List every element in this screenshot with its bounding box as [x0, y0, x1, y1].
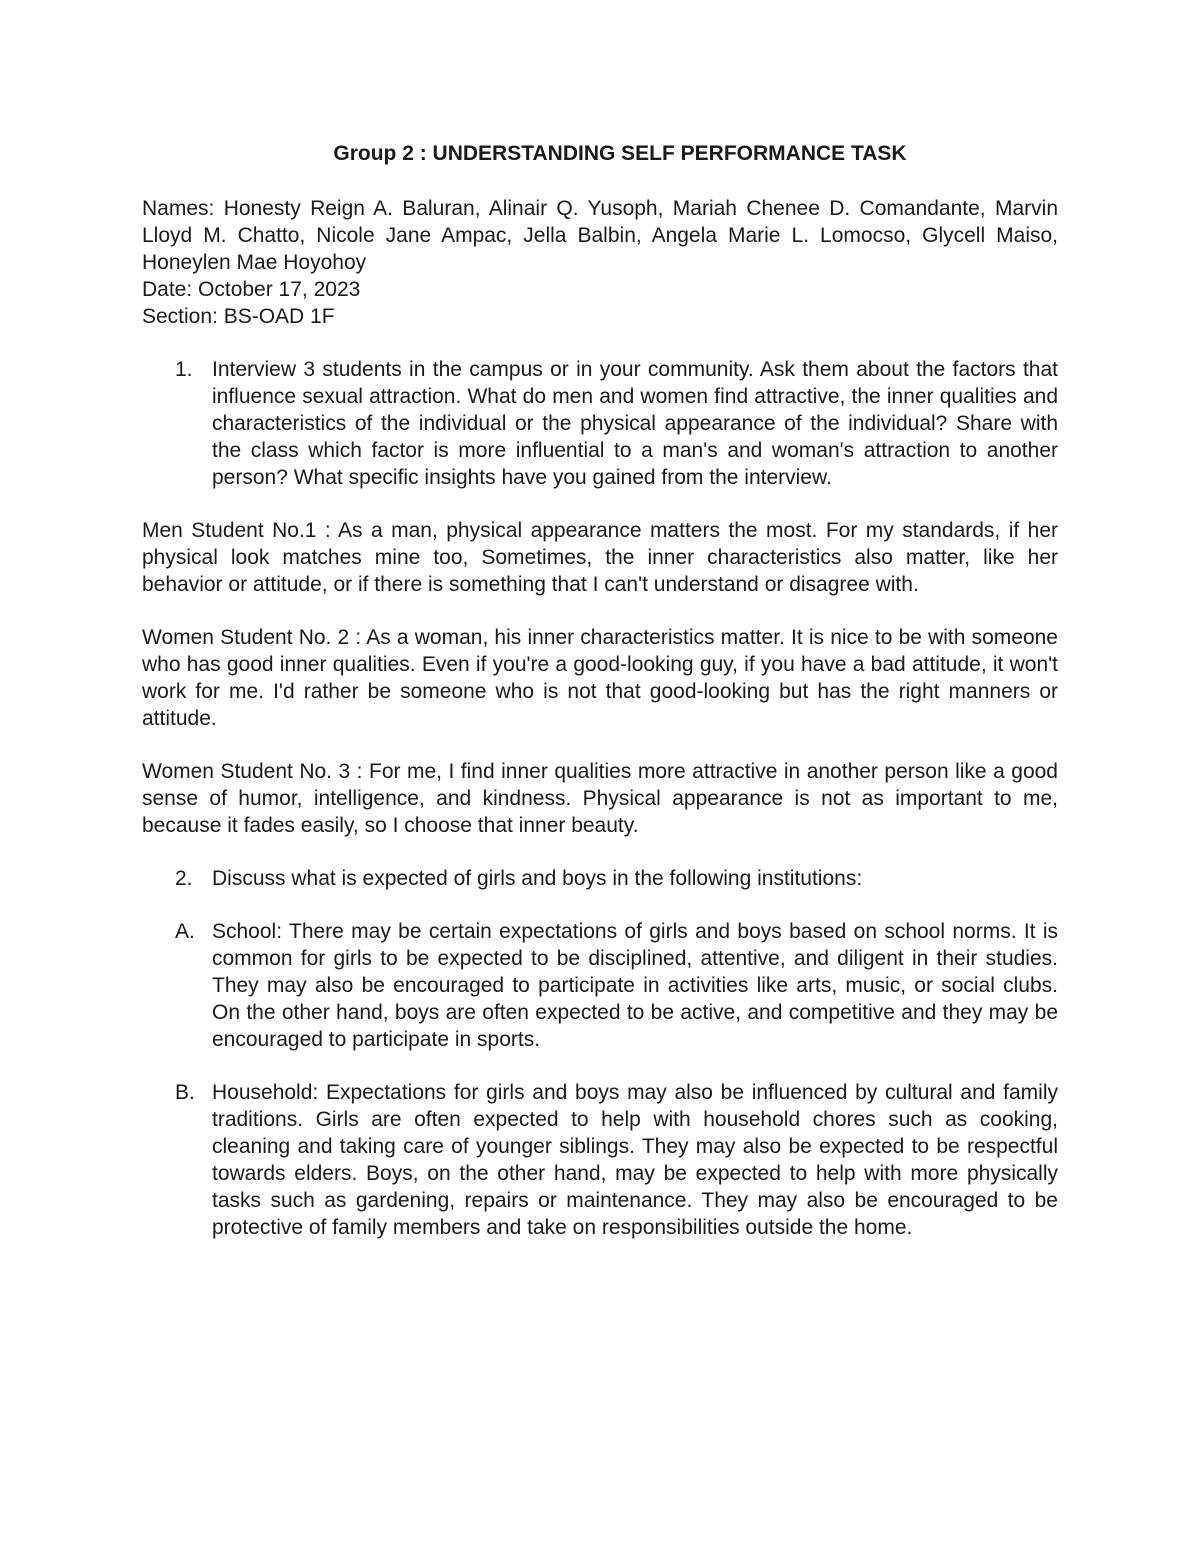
answer-b-marker: B. — [175, 1081, 195, 1104]
question-1-marker: 1. — [175, 358, 193, 381]
question-1 — [175, 356, 1058, 491]
section-line: Section: BS-OAD 1F — [142, 305, 335, 328]
response-1: Men Student No.1 : As a man, physical appearance matters the most. For my standards, if her physical look matches mine too, Sometimes, the inner characteristics also matter, like her behavior or attitude, or if there is something that I can't understand or disagree with. — [142, 519, 1058, 596]
response-2: Women Student No. 2 : As a woman, his inner characteristics matter. It is nice to be with someone who has good inner qualities. Even if you're a good-looking guy, if you have a bad attitude, it won't work for me. I'd rather be someone who is not that good-looking but has the right manners or attitude. — [142, 626, 1058, 730]
header-info — [142, 195, 1058, 330]
answer-b-text: Household: Expectations for girls and boys may also be influenced by cultural and family traditions. Girls are often expected to help with household chores such as cooking, cleaning and taking care of younger siblings. They may also be expected to be respectful towards elders. Boys, on the other hand, may be expected to help with more physically tasks such as gardening, repairs or maintenance. They may also be encouraged to be protective of family members and take on responsibilities outside the home. — [212, 1081, 1058, 1239]
document-title: Group 2 : UNDERSTANDING SELF PERFORMANCE TASK — [333, 142, 907, 165]
answer-a-text: School: There may be certain expectations of girls and boys based on school norms. It is common for girls to be expected to be disciplined, attentive, and diligent in their studies. They may also be encouraged to participate in activities like arts, music, or social clubs. On the other hand, boys are often expected to be active, and competitive and they may be encouraged to participate in sports. — [212, 920, 1058, 1051]
answer-a — [175, 918, 1058, 1053]
question-2 — [175, 865, 1058, 892]
answer-a-marker: A. — [175, 920, 195, 943]
document-body — [142, 140, 1058, 1241]
names-line: Names: Honesty Reign A. Baluran, Alinair Q. Yusoph, Mariah Chenee D. Comandante, Marvin Lloyd M. Chatto, Nicole Jane Ampac, Jella Balbin, Angela Marie L. Lomocso, Glycell Maiso, Honeylen Mae Hoyohoy — [142, 197, 1058, 274]
answer-b — [175, 1079, 1058, 1241]
response-3: Women Student No. 3 : For me, I find inner qualities more attractive in another person like a good sense of humor, intelligence, and kindness. Physical appearance is not as important to me, because it fades easily, so I choose that inner beauty. — [142, 760, 1058, 837]
question-2-marker: 2. — [175, 867, 193, 890]
question-1-text: Interview 3 students in the campus or in your community. Ask them about the factors that influence sexual attraction. What do men and women find attractive, the inner qualities and characteristics of the individual or the physical appearance of the individual? Share with the class which factor is more influential to a man's and woman's attraction to another person? What specific insights have you gained from the interview. — [212, 358, 1058, 489]
question-2-text: Discuss what is expected of girls and boys in the following institutions: — [212, 867, 863, 890]
date-line: Date: October 17, 2023 — [142, 278, 361, 301]
